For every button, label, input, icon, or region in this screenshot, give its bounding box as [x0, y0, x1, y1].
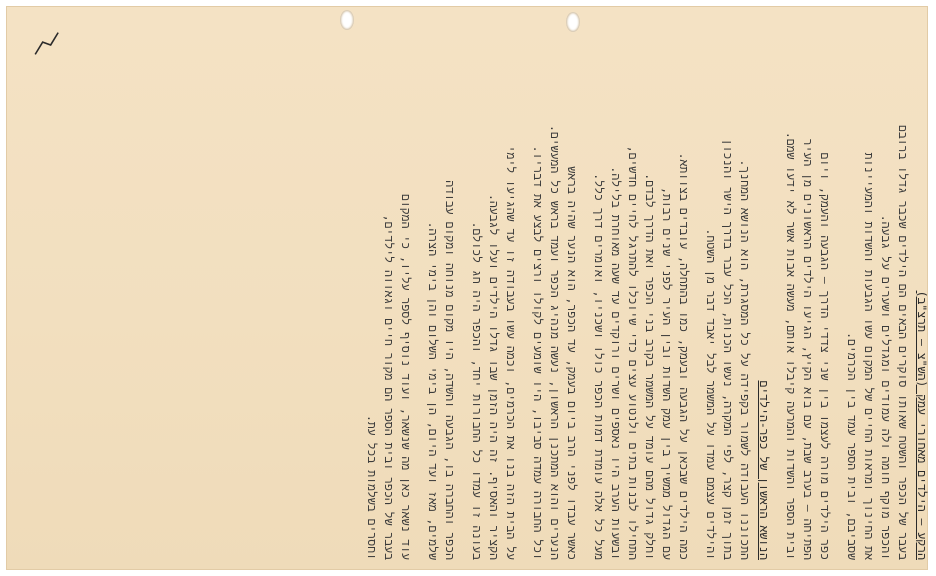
text-line: התחילו לבנות בתים ולנטוע עצים כדי שיוכלו להתרגל לחיים חדשים,: [626, 145, 640, 560]
text-section: [590, 20, 692, 560]
text-line: הכפר והחברה בו, הגבעה והשדה, היו מקום מנוחה ומקום עבודה: [443, 180, 457, 560]
text-line: כפר הילדים מורה לעצמו בין שני צדדי הדרך – הגבעה והעמק, ויום: [818, 152, 832, 560]
text-line: וכל החבורה עמדה סביבו, היו שומעים לקולו ורצים לבצע את דבריו.: [531, 145, 545, 560]
text-line: מעל כל אלה עומדת דמות הכפר כולו ושכניו, ואומרים דרך כלל.: [592, 173, 606, 560]
text-line: את החינוך ומראות החיים של המקום עשו הגבעות והשדות והמעיינות: [862, 152, 876, 560]
typewritten-text: [50, 20, 930, 560]
section-heading: הנושא הראשון של כפר-הילדים: [757, 380, 771, 560]
text-line: והכפר מוקף חומה ולה עמודים ומגדלים ושערים על גבעה.: [879, 214, 893, 560]
text-section: [782, 20, 833, 560]
text-line: עם הגדול ממשיך בין עמק השדות ובין העיר לפני שנים רבות,: [660, 187, 674, 560]
text-line: ובית הספר והשדות והמרעה קיבלו אותם, מעשה אבות אשר לא ידעו שמם.: [784, 131, 798, 560]
text-line: עוד נשאר כאן מה שנשאר, ועוד נוסיף לספר עליו, כי המקום: [399, 193, 413, 560]
text-line: שסביבם, ובית הספר עמד בין הכרמים.: [845, 332, 859, 560]
text-line: הפתיחה – בערב שבת, עם בוא הקיץ, הגיעו הילדים הראשונים מן העיר: [801, 138, 815, 560]
text-section: [702, 20, 772, 560]
text-line: בעבר של הכפר ובית הספר הם מקור חיים וגאווה לילדים,: [382, 214, 396, 560]
text-section: [424, 20, 458, 560]
text-line: והילדים עצמם עמדו על המשמר לבל יאבד דבר מן השטח.: [704, 228, 718, 560]
text-section: [843, 20, 911, 560]
text-line: שלמים, מאז ועד היום, הן בימי השלום והן בימי הצרה.: [426, 221, 440, 560]
text-line: ובשעות הערב היו נאספים ושרים ורוקדים עד שעה מאוחרת בלילה.: [609, 166, 623, 560]
text-section: [529, 20, 580, 560]
text-section: [468, 20, 519, 560]
text-line: הנערים והוא המתכנן הראשון, נעשה מנהיג הכפר ועמד בראש כל המעשים.: [548, 124, 562, 560]
text-line: כמה הילדים שבכאן על הגבעה ובעמק, כמו בהתחלה, עובדים בצוותא.: [677, 152, 691, 560]
text-line: בעבר של הכפר והשטח שאותו סוקרים הבאים הם הילדים שכבר גדלו ברובם: [896, 124, 910, 560]
text-line: על הבית הזה בנו את הכרמים, וכמה עשו בעבודה זו עד שהגיעו לימי: [504, 145, 518, 560]
text-line: בעונה זו עמדו כל החבורות יחד, והכפר היה חג לכולם.: [470, 221, 484, 560]
text-line: התכוננו העבודה לשמור בקפידה על כל המסגרת, הוא הנושא המחנך.: [738, 159, 752, 560]
text-line: בתוך זמן קצר, לפי המקרה, נעשו הכנות, הכל עבר בדרך הישר והנכון: [721, 138, 735, 560]
text-line: הקציר והאסיף. זה היה הזמן שבו גדלו הילדים ועלו לגבעה.: [487, 193, 501, 560]
page-title: הרקע – הילדים מאחורי עמק (הש"צ – תרצ"ב): [915, 290, 929, 560]
text-section: [363, 20, 414, 560]
text-line: וחלק גדול מהם עומד על המשמר בקרב בני הכפר ואת הדרך לבדם.: [643, 173, 657, 560]
text-line: וחסרים בשלמות בכל עת.: [365, 414, 379, 560]
text-line: כאשר עבדו לפני הרב ביום בעמק, עד הכפר, הוא הנער שהיה בראש: [565, 166, 579, 560]
